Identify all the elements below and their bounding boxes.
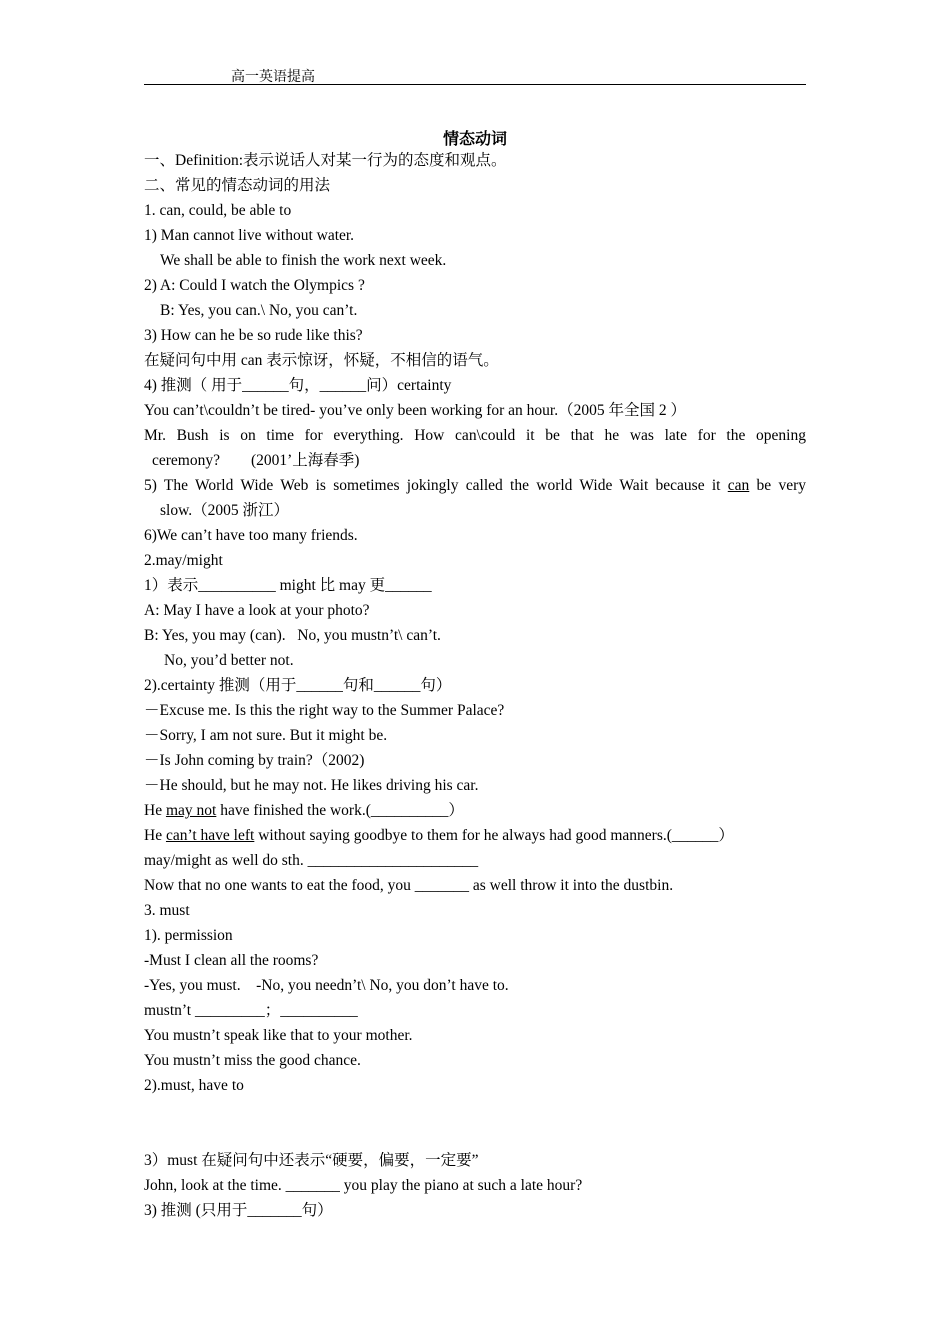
text-line: 4) 推测（ 用于______句，______问）certainty	[144, 377, 452, 394]
text-line: 2).certainty 推测（用于______句和______句）	[144, 677, 452, 694]
text-line: －Excuse me. Is this the right way to the Summer Palace?	[144, 702, 505, 719]
text-line: B: Yes, you can.\ No, you can’t.	[160, 302, 358, 319]
text-line	[144, 473, 806, 498]
text-line: 6)We can’t have too many friends.	[144, 527, 358, 544]
text-fragment: He	[144, 802, 163, 819]
text-line	[144, 798, 806, 823]
text-line: 3) 推测 (只用于_______句）	[144, 1202, 333, 1219]
text-line: Now that no one wants to eat the food, you _______ as well throw it into the dustbin.	[144, 877, 674, 894]
underlined-text: can’t have left	[165, 827, 255, 844]
text-line: We shall be able to finish the work next week.	[160, 252, 447, 269]
text-line: John, look at the time. _______ you play the piano at such a late hour?	[144, 1177, 583, 1194]
text-line: －Is John coming by train?（2002)	[144, 752, 365, 769]
text-line: 1. can, could, be able to	[144, 202, 292, 219]
text-line: 1）表示__________ might 比 may 更______	[144, 577, 432, 594]
text-line: 一、Definition:表示说话人对某一行为的态度和观点。	[144, 152, 507, 169]
text-line: -Yes, you must. -No, you needn’t\ No, you don’t have to.	[144, 977, 509, 994]
text-line: ceremony? (2001’上海春季)	[152, 452, 360, 469]
text-line: Mr. Bush is on time for everything. How can\could it be that he was late for the opening	[144, 427, 806, 444]
underlined-text: can	[727, 477, 750, 494]
page-header	[144, 64, 806, 85]
text-line: -Must I clean all the rooms?	[144, 952, 319, 969]
text-fragment: He	[144, 827, 163, 844]
text-line: mustn’t _________；__________	[144, 1002, 358, 1019]
text-line: 2) A: Could I watch the Olympics ?	[144, 277, 365, 294]
page-title: 情态动词	[442, 131, 507, 148]
text-line: may/might as well do sth. ______________________	[144, 852, 479, 869]
text-line: 在疑问句中用 can 表示惊讶，怀疑，不相信的语气。	[144, 352, 499, 369]
text-line: You mustn’t miss the good chance.	[144, 1052, 361, 1069]
text-line: －Sorry, I am not sure. But it might be.	[144, 727, 388, 744]
text-line: 1) Man cannot live without water.	[144, 227, 355, 244]
text-line: 2.may/might	[144, 552, 223, 569]
text-fragment: without saying goodbye to them for he always had good manners.(______）	[258, 827, 734, 844]
document-body	[144, 148, 806, 1223]
text-line: B: Yes, you may (can). No, you mustn’t\ can’t.	[144, 627, 441, 644]
text-line: No, you’d better not.	[164, 652, 294, 669]
text-line: 3) How can he be so rude like this?	[144, 327, 363, 344]
text-fragment: 5) The World Wide Web is sometimes jokingly called the world Wide Wait because it	[144, 477, 721, 494]
text-line: 3）must 在疑问句中还表示“硬要，偏要，一定要”	[144, 1152, 479, 1169]
text-line	[144, 823, 806, 848]
text-fragment: have finished the work.(__________）	[220, 802, 464, 819]
text-line: slow.（2005 浙江）	[160, 502, 290, 519]
blank-space	[144, 1098, 806, 1148]
text-line: You mustn’t speak like that to your mother.	[144, 1027, 413, 1044]
text-line: 2).must, have to	[144, 1077, 244, 1094]
underlined-text: may not	[165, 802, 217, 819]
text-line: 二、常见的情态动词的用法	[144, 177, 331, 194]
text-line: 3. must	[144, 902, 190, 919]
header-text: 高一英语提高	[231, 70, 315, 85]
text-line: A: May I have a look at your photo?	[144, 602, 370, 619]
text-line: 1). permission	[144, 927, 233, 944]
text-line: －He should, but he may not. He likes driving his car.	[144, 777, 479, 794]
text-fragment: be very	[756, 477, 806, 494]
text-line: You can’t\couldn’t be tired- you’ve only been working for an hour.（2005 年全国 2 ）	[144, 402, 686, 419]
